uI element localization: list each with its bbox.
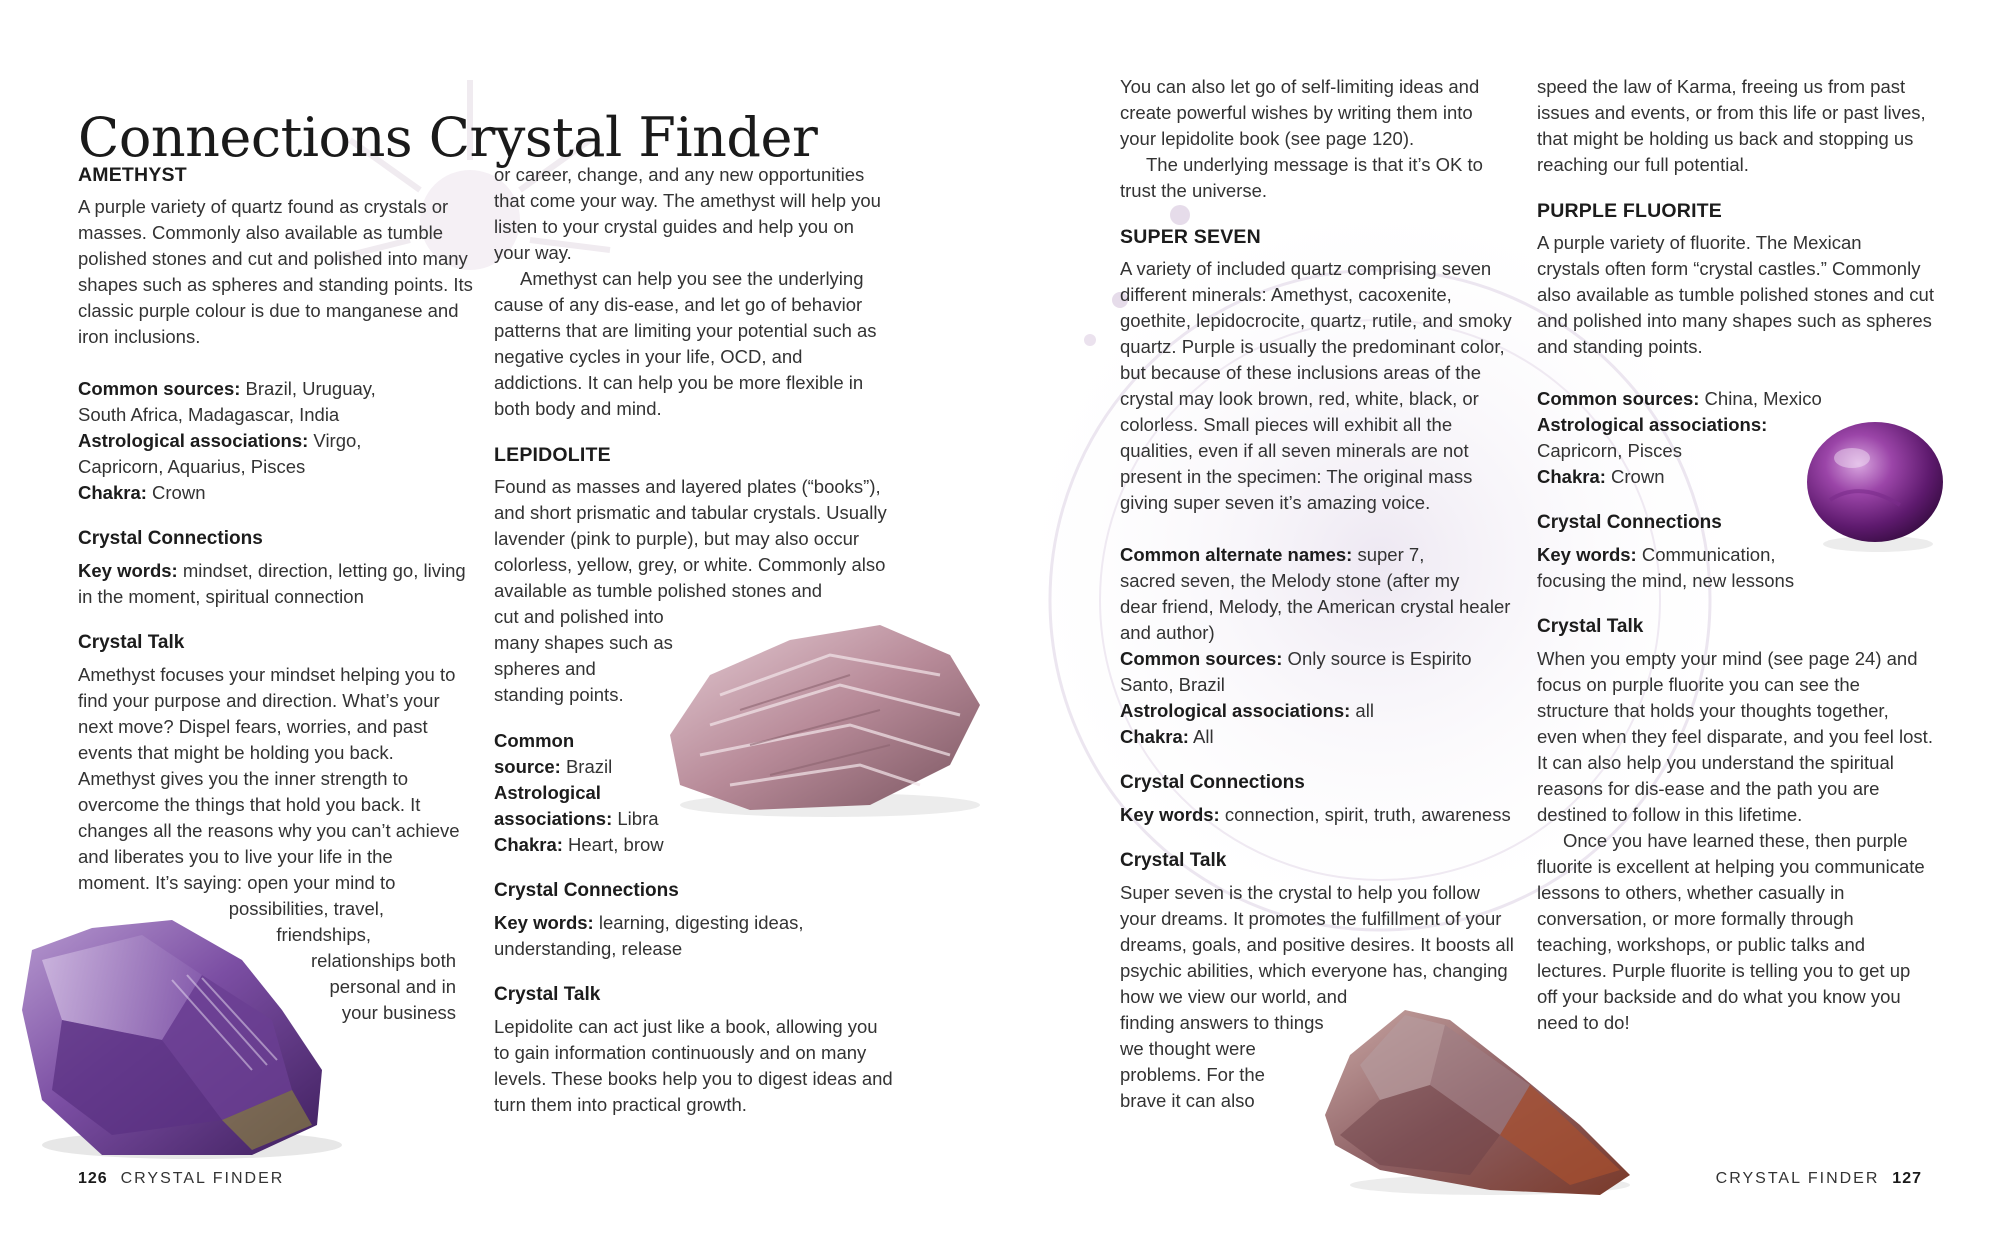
purple-fluorite-description-line: A purple variety of fluorite. The Mexican: [1537, 232, 1862, 253]
lepidolite-description-line: and short prismatic and tabular crystals. Usually: [494, 502, 887, 523]
lepidolite-crystal-image: [650, 615, 990, 825]
super-seven-talk-line: finding answers to things: [1120, 1012, 1324, 1033]
sources-label: source:: [494, 756, 561, 777]
sources-label: Common sources:: [78, 378, 241, 399]
amethyst-cont-line: cause of any dis-ease, and let go of behavior: [494, 294, 863, 315]
amethyst-cont-line: or career, change, and any new opportunities: [494, 164, 865, 185]
keywords-label: Key words:: [1537, 544, 1637, 565]
super-seven-astro: [1120, 698, 1520, 724]
keywords-label: Key words:: [494, 912, 594, 933]
super-seven-column: [1120, 74, 1520, 1114]
amethyst-talk-line: find your purpose and direction. What’s your: [78, 690, 440, 711]
alt-names-label: Common alternate names:: [1120, 544, 1353, 565]
super-seven-heading: SUPER SEVEN: [1120, 226, 1261, 248]
chakra-label: Chakra:: [494, 834, 563, 855]
alt-names-value: super 7,: [1352, 544, 1425, 565]
lepidolite-talk-line: Lepidolite can act just like a book, allowing you: [494, 1016, 878, 1037]
amethyst-talk-line: friendships,: [276, 924, 371, 945]
keywords-label: Key words:: [1120, 804, 1220, 825]
amethyst-astro-cont: Capricorn, Aquarius, Pisces: [78, 456, 306, 477]
amethyst-connections-heading: Crystal Connections: [78, 528, 263, 549]
left-page-footer: [78, 1170, 284, 1188]
lepidolite-cont-line: create powerful wishes by writing them into: [1120, 102, 1473, 123]
amethyst-keywords: [78, 558, 478, 584]
super-seven-talk-line: Super seven is the crystal to help you follow: [1120, 882, 1480, 903]
super-seven-description-line: colorless. Small pieces will exhibit all the: [1120, 414, 1453, 435]
sources-value: China, Mexico: [1699, 388, 1822, 409]
amethyst-cont-line: that come your way. The amethyst will help you: [494, 190, 881, 211]
super-seven-chakra: [1120, 724, 1520, 750]
chakra-label: Chakra:: [1537, 466, 1606, 487]
lepidolite-keywords-cont: understanding, release: [494, 938, 683, 959]
amethyst-keywords-cont: in the moment, spiritual connection: [78, 586, 364, 607]
amethyst-cont-line: patterns that are limiting your potential such as: [494, 320, 877, 341]
purple-fluorite-talk-heading: Crystal Talk: [1537, 616, 1644, 637]
purple-fluorite-stone-image: [1800, 410, 1950, 560]
chakra-label: Chakra:: [78, 482, 147, 503]
purple-fluorite-keywords-cont: focusing the mind, new lessons: [1537, 570, 1795, 591]
lepidolite-cont-line: your lepidolite book (see page 120).: [1120, 128, 1415, 149]
astro-value: Libra: [612, 808, 659, 829]
sources-label: Common sources:: [1537, 388, 1700, 409]
sources-value: Only source is Espirito: [1282, 648, 1472, 669]
keywords-value: Communication,: [1636, 544, 1776, 565]
lepidolite-connections-heading: Crystal Connections: [494, 880, 679, 901]
purple-fluorite-talk-line: even when they feel disparate, and you feel lost.: [1537, 726, 1933, 747]
amethyst-description-line: classic purple colour is due to manganese and: [78, 300, 459, 321]
lepidolite-talk-line: to gain information continuously and on many: [494, 1042, 867, 1063]
super-seven-description-line: present in the specimen: The original mass: [1120, 466, 1473, 487]
purple-fluorite-talk-line: teaching, workshops, or public talks and: [1537, 934, 1866, 955]
lepidolite-description-line: many shapes such as: [494, 632, 673, 653]
amethyst-talk-heading: Crystal Talk: [78, 632, 185, 653]
purple-fluorite-talk-line: fluorite is excellent at helping you communicate: [1537, 856, 1925, 877]
purple-fluorite-talk-line: It can also help you understand the spiritual: [1537, 752, 1894, 773]
amethyst-astro: [78, 428, 478, 454]
lepidolite-description-line: spheres and: [494, 658, 596, 679]
super-seven-description-line: goethite, lepidocrocite, quartz, rutile, and smoky: [1120, 310, 1512, 331]
page-title: Connections Crystal Finder: [78, 106, 818, 170]
lepidolite-description-line: Found as masses and layered plates (“books”),: [494, 476, 881, 497]
super-seven-cont-line: that might be holding us back and stopping us: [1537, 128, 1914, 149]
purple-fluorite-connections-heading: Crystal Connections: [1537, 512, 1722, 533]
purple-fluorite-talk-line: off your backside and do what you know you: [1537, 986, 1901, 1007]
purple-fluorite-talk-line: Once you have learned these, then purple: [1563, 830, 1908, 851]
amethyst-cont-line: addictions. It can help you be more flexible in: [494, 372, 864, 393]
purple-fluorite-description-line: crystals often form “crystal castles.” Commonly: [1537, 258, 1921, 279]
amethyst-talk-line: and liberates you to live your life in the: [78, 846, 393, 867]
sources-value: Brazil, Uruguay,: [240, 378, 376, 399]
super-seven-description-line: different minerals: Amethyst, cacoxenite,: [1120, 284, 1452, 305]
super-seven-sources: [1120, 646, 1520, 672]
lepidolite-heading: LEPIDOLITE: [494, 444, 611, 466]
purple-fluorite-astro-value: Capricorn, Pisces: [1537, 440, 1682, 461]
super-seven-sources-cont: Santo, Brazil: [1120, 674, 1225, 695]
lepidolite-cont-line: The underlying message is that it’s OK to: [1146, 154, 1483, 175]
astro-label: Astrological associations:: [78, 430, 309, 451]
super-seven-description-line: giving super seven it’s amazing voice.: [1120, 492, 1431, 513]
astro-label: Astrological associations:: [1120, 700, 1351, 721]
lepidolite-cont-line: trust the universe.: [1120, 180, 1268, 201]
purple-fluorite-talk-line: structure that holds your thoughts together,: [1537, 700, 1889, 721]
super-seven-cont-line: reaching our full potential.: [1537, 154, 1749, 175]
amethyst-talk-line: overcome the things that hold you back. It: [78, 794, 421, 815]
amethyst-sources-cont: South Africa, Madagascar, India: [78, 404, 340, 425]
amethyst-cont-line: negative cycles in your life, OCD, and: [494, 346, 803, 367]
amethyst-talk-line: changes all the reasons why you can’t achieve: [78, 820, 460, 841]
lepidolite-astro-label: Astrological: [494, 782, 601, 803]
amethyst-talk-line: next move? Dispel fears, worries, and past: [78, 716, 428, 737]
keywords-label: Key words:: [78, 560, 178, 581]
amethyst-sources: [78, 376, 478, 402]
super-seven-talk-line: dreams, goals, and positive desires. It boosts all: [1120, 934, 1514, 955]
purple-fluorite-heading: PURPLE FLUORITE: [1537, 200, 1723, 222]
super-seven-description-line: qualities, even if all seven minerals are not: [1120, 440, 1469, 461]
super-seven-talk-line: your dreams. It promotes the fulfillment of your: [1120, 908, 1502, 929]
lepidolite-keywords: [494, 910, 894, 936]
super-seven-alt-names-cont: sacred seven, the Melody stone (after my: [1120, 570, 1460, 591]
astro-label: associations:: [494, 808, 613, 829]
amethyst-cont-line: listen to your crystal guides and help you on: [494, 216, 854, 237]
purple-fluorite-talk-line: need to do!: [1537, 1012, 1630, 1033]
amethyst-talk-line: possibilities, travel,: [228, 898, 384, 919]
super-seven-alt-names: [1120, 542, 1520, 568]
keywords-value: learning, digesting ideas,: [593, 912, 804, 933]
super-seven-alt-names-cont: and author): [1120, 622, 1215, 643]
super-seven-talk-line: psychic abilities, which everyone has, changing: [1120, 960, 1508, 981]
lepidolite-sources-label: Common: [494, 730, 575, 751]
purple-fluorite-astro-label: Astrological associations:: [1537, 414, 1768, 435]
super-seven-description-line: but because of these inclusions areas of the: [1120, 362, 1481, 383]
amethyst-description-line: iron inclusions.: [78, 326, 201, 347]
sources-label: Common sources:: [1120, 648, 1283, 669]
super-seven-talk-line: we thought were: [1120, 1038, 1256, 1059]
super-seven-connections-heading: Crystal Connections: [1120, 772, 1305, 793]
purple-fluorite-sources: [1537, 386, 1937, 412]
astro-value: all: [1350, 700, 1374, 721]
amethyst-description-line: shapes such as spheres and standing points. Its: [78, 274, 473, 295]
amethyst-talk-line: events that might be holding you back.: [78, 742, 394, 763]
purple-fluorite-talk-line: destined to follow in this lifetime.: [1537, 804, 1803, 825]
chakra-value: Crown: [146, 482, 206, 503]
lepidolite-description-line: colorless, yellow, grey, or white. Commonly also: [494, 554, 886, 575]
amethyst-description-line: polished stones and cut and polished into many: [78, 248, 468, 269]
keywords-value: connection, spirit, truth, awareness: [1219, 804, 1511, 825]
amethyst-talk-line: moment. It’s saying: open your mind to: [78, 872, 396, 893]
purple-fluorite-description-line: also available as tumble polished stones and cut: [1537, 284, 1934, 305]
lepidolite-talk-heading: Crystal Talk: [494, 984, 601, 1005]
chakra-value: All: [1188, 726, 1214, 747]
purple-fluorite-description-line: and standing points.: [1537, 336, 1703, 357]
lepidolite-chakra: [494, 832, 894, 858]
lepidolite-description-line: available as tumble polished stones and: [494, 580, 823, 601]
amethyst-talk-line: Amethyst gives you the inner strength to: [78, 768, 409, 789]
purple-fluorite-description-line: and polished into many shapes such as spheres: [1537, 310, 1932, 331]
amethyst-column: [78, 162, 478, 1026]
chakra-label: Chakra:: [1120, 726, 1189, 747]
super-seven-alt-names-cont: dear friend, Melody, the American crystal healer: [1120, 596, 1511, 617]
right-page-footer: [1716, 1170, 1922, 1188]
super-seven-keywords: [1120, 802, 1520, 828]
chakra-value: Heart, brow: [562, 834, 664, 855]
lepidolite-talk-line: turn them into practical growth.: [494, 1094, 747, 1115]
lepidolite-description-line: standing points.: [494, 684, 624, 705]
amethyst-cont-line: your way.: [494, 242, 572, 263]
amethyst-heading: AMETHYST: [78, 164, 187, 186]
astro-value: Virgo,: [308, 430, 362, 451]
sources-value: Brazil: [560, 756, 613, 777]
purple-fluorite-talk-line: conversation, or more formally through: [1537, 908, 1854, 929]
amethyst-description-line: A purple variety of quartz found as crystals or: [78, 196, 449, 217]
purple-fluorite-talk-line: lessons to others, whether casually in: [1537, 882, 1845, 903]
left-running-head: CRYSTAL FINDER: [120, 1170, 285, 1187]
amethyst-description-line: masses. Commonly also available as tumble: [78, 222, 444, 243]
amethyst-talk-line: relationships both: [310, 950, 456, 971]
purple-fluorite-talk-line: focus on purple fluorite you can see the: [1537, 674, 1860, 695]
purple-fluorite-talk-line: lectures. Purple fluorite is telling you to get up: [1537, 960, 1911, 981]
super-seven-description-line: quartz. Purple is usually the predominant color,: [1120, 336, 1505, 357]
super-seven-talk-line: how we view our world, and: [1120, 986, 1348, 1007]
purple-fluorite-talk-line: reasons for dis-ease and the path you are: [1537, 778, 1880, 799]
super-seven-description-line: crystal may look brown, red, white, black, or: [1120, 388, 1479, 409]
super-seven-cont-line: speed the law of Karma, freeing us from past: [1537, 76, 1906, 97]
amethyst-cont-line: both body and mind.: [494, 398, 662, 419]
super-seven-talk-line: problems. For the: [1120, 1064, 1265, 1085]
lepidolite-description-line: lavender (pink to purple), but may also occur: [494, 528, 860, 549]
lepidolite-talk-line: levels. These books help you to digest ideas and: [494, 1068, 893, 1089]
amethyst-talk-line: personal and in: [329, 976, 456, 997]
super-seven-description-line: A variety of included quartz comprising seven: [1120, 258, 1492, 279]
lepidolite-description-line: cut and polished into: [494, 606, 664, 627]
keywords-value: mindset, direction, letting go, living: [177, 560, 466, 581]
chakra-value: Crown: [1605, 466, 1665, 487]
super-seven-cont-line: issues and events, or from this life or past lives,: [1537, 102, 1926, 123]
amethyst-talk-line: your business: [341, 1002, 456, 1023]
right-running-head: CRYSTAL FINDER: [1715, 1170, 1880, 1187]
lepidolite-cont-line: You can also let go of self-limiting ideas and: [1120, 76, 1480, 97]
right-page-number: 127: [1892, 1170, 1922, 1187]
amethyst-chakra: [78, 480, 478, 506]
left-page-number: 126: [78, 1170, 108, 1187]
super-seven-talk-heading: Crystal Talk: [1120, 850, 1227, 871]
super-seven-talk-line: brave it can also: [1120, 1090, 1255, 1111]
amethyst-cont-line: Amethyst can help you see the underlying: [520, 268, 864, 289]
amethyst-talk-line: Amethyst focuses your mindset helping you to: [78, 664, 456, 685]
amethyst-crystal-image: [22, 920, 342, 1165]
purple-fluorite-talk-line: When you empty your mind (see page 24) and: [1537, 648, 1918, 669]
